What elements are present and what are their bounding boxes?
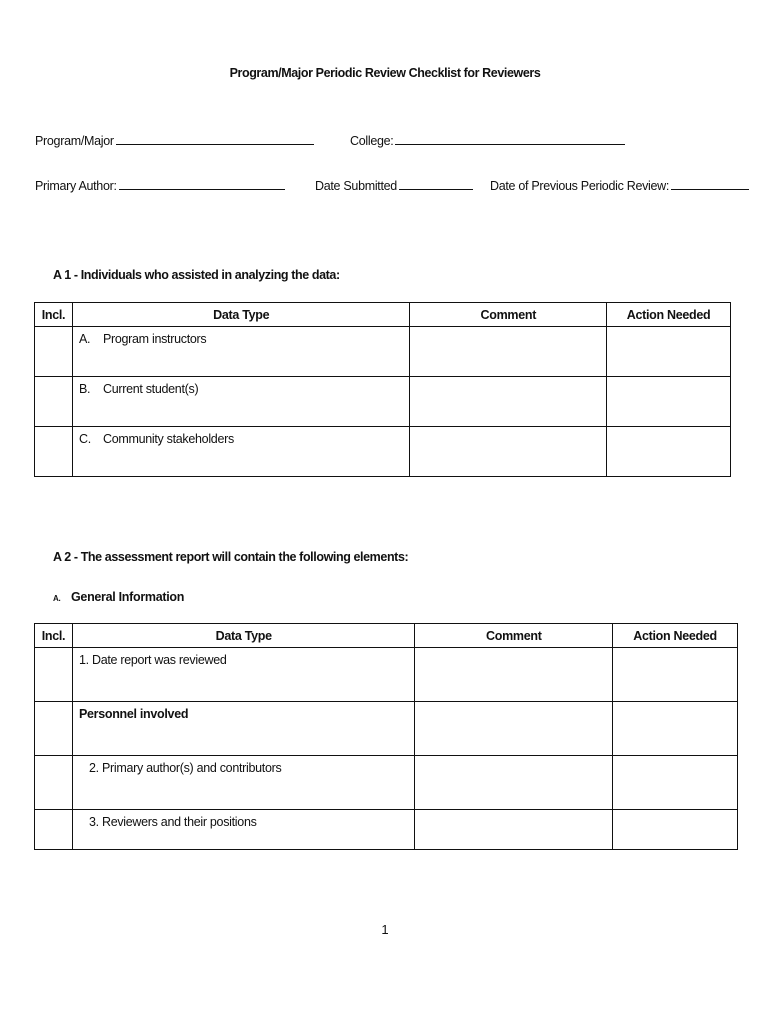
- row-marker: A.: [78, 332, 91, 346]
- primary-author-label: Primary Author:: [35, 179, 117, 193]
- program-major-label: Program/Major: [35, 134, 114, 148]
- table-row: [35, 427, 731, 477]
- row-label: Current student(s): [102, 382, 199, 396]
- table-row: [35, 810, 738, 850]
- column-header-data-type: Data Type: [72, 303, 409, 327]
- college-label: College:: [350, 134, 394, 148]
- table-row: [35, 648, 738, 702]
- row-label: 2. Primary author(s) and contributors: [88, 761, 282, 775]
- data-type-cell: [72, 702, 414, 756]
- column-header-action-needed: Action Needed: [607, 303, 731, 327]
- program-major-blank[interactable]: [116, 132, 314, 145]
- row-marker: C.: [78, 432, 91, 446]
- column-header-comment: Comment: [410, 303, 607, 327]
- incl-cell[interactable]: [35, 810, 73, 850]
- data-type-cell: [72, 648, 414, 702]
- action-needed-cell[interactable]: [607, 427, 731, 477]
- column-header-incl: Incl.: [35, 624, 73, 648]
- table-row: [35, 702, 738, 756]
- table-header-row: [35, 303, 731, 327]
- action-needed-cell[interactable]: [607, 327, 731, 377]
- action-needed-cell[interactable]: [613, 648, 738, 702]
- action-needed-cell[interactable]: [613, 810, 738, 850]
- data-type-cell: [72, 327, 409, 377]
- primary-author-field: [35, 177, 285, 193]
- action-needed-cell[interactable]: [607, 377, 731, 427]
- incl-cell[interactable]: [35, 377, 73, 427]
- primary-author-blank[interactable]: [119, 177, 285, 190]
- table-header-row: [35, 624, 738, 648]
- table-row: [35, 377, 731, 427]
- page-number: 1: [381, 922, 389, 937]
- section-a2-table: [34, 623, 738, 850]
- comment-cell[interactable]: [415, 648, 613, 702]
- table-row: [35, 327, 731, 377]
- incl-cell[interactable]: [35, 327, 73, 377]
- incl-cell[interactable]: [35, 702, 73, 756]
- row-label: Community stakeholders: [102, 432, 234, 446]
- sub-heading-marker: A.: [53, 594, 61, 603]
- sub-heading-label: General Information: [71, 590, 185, 604]
- comment-cell[interactable]: [415, 810, 613, 850]
- comment-cell[interactable]: [415, 702, 613, 756]
- section-a2-heading: A 2 - The assessment report will contain the following elements:: [53, 550, 409, 564]
- date-submitted-field: [315, 177, 473, 193]
- incl-cell[interactable]: [35, 648, 73, 702]
- row-label: 1. Date report was reviewed: [78, 653, 227, 667]
- data-type-cell: [72, 756, 414, 810]
- date-submitted-blank[interactable]: [399, 177, 473, 190]
- program-major-field: [35, 132, 314, 148]
- section-a1-heading: A 1 - Individuals who assisted in analyzing the data:: [53, 268, 340, 282]
- data-type-cell: [72, 427, 409, 477]
- incl-cell[interactable]: [35, 427, 73, 477]
- row-label: 3. Reviewers and their positions: [88, 815, 257, 829]
- data-type-cell: [72, 377, 409, 427]
- row-marker: B.: [78, 382, 91, 396]
- action-needed-cell[interactable]: [613, 702, 738, 756]
- data-type-cell: [72, 810, 414, 850]
- date-previous-review-blank[interactable]: [671, 177, 749, 190]
- row-label: Personnel involved: [78, 707, 189, 721]
- comment-cell[interactable]: [415, 756, 613, 810]
- college-field: [350, 132, 625, 148]
- college-blank[interactable]: [395, 132, 625, 145]
- general-information-heading: [53, 590, 184, 604]
- column-header-incl: Incl.: [35, 303, 73, 327]
- section-a1-table: [34, 302, 731, 477]
- date-submitted-label: Date Submitted: [315, 179, 397, 193]
- date-previous-review-label: Date of Previous Periodic Review:: [490, 179, 670, 193]
- comment-cell[interactable]: [410, 327, 607, 377]
- column-header-data-type: Data Type: [72, 624, 414, 648]
- date-previous-review-field: [490, 177, 749, 193]
- action-needed-cell[interactable]: [613, 756, 738, 810]
- page-title: Program/Major Periodic Review Checklist for Reviewers: [229, 66, 541, 80]
- row-label: Program instructors: [102, 332, 207, 346]
- incl-cell[interactable]: [35, 756, 73, 810]
- comment-cell[interactable]: [410, 427, 607, 477]
- comment-cell[interactable]: [410, 377, 607, 427]
- table-row: [35, 756, 738, 810]
- column-header-comment: Comment: [415, 624, 613, 648]
- column-header-action-needed: Action Needed: [613, 624, 738, 648]
